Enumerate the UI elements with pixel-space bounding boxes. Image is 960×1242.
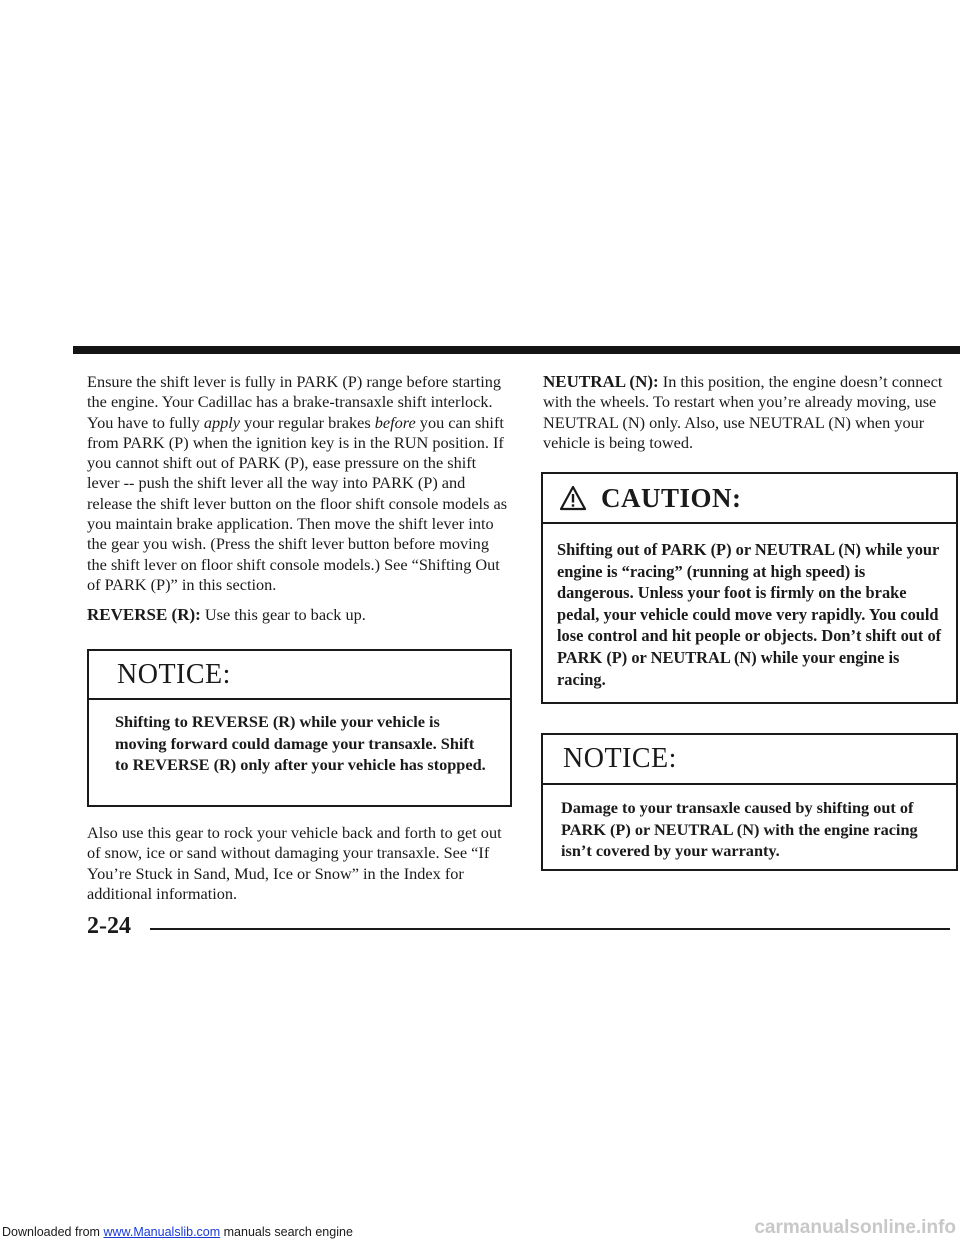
caution-heading-text: CAUTION:: [601, 482, 742, 513]
park-paragraph: Ensure the shift lever is fully in PARK (P) range before starting the engine. Your Cadillac has a brake-transaxle shift interlock. You have to fully apply your regular brakes before you can shift from PARK (P) when the ignition key is in the RUN position. If you cannot shift out of PARK (P), ease pressure on the shift lever -- push the shift lever all the way into PARK (P) and release the shift lever button on the floor shift console models as you maintain brake application. Then move the shift lever into the gear you wish. (Press the shift lever button before moving the shift lever on floor shift console models.) See “Shifting Out of PARK (P)” in this section.: [87, 372, 508, 594]
neutral-paragraph: NEUTRAL (N): In this position, the engine doesn’t connect with the wheels. To restart when you’re already moving, use NEUTRAL (N) only. Also, use NEUTRAL (N) when your vehicle is being towed.: [543, 372, 943, 452]
manualslib-link[interactable]: www.Manualslib.com: [103, 1225, 221, 1239]
left-column-lower: [87, 823, 512, 914]
notice-box-reverse: [87, 649, 512, 807]
left-column: [87, 372, 512, 636]
bottom-rule: [150, 928, 950, 930]
notice-text: Shifting to REVERSE (R) while your vehicle is moving forward could damage your transaxle. Shift to REVERSE (R) only after your vehicle has stopped.: [115, 712, 486, 774]
notice-heading: NOTICE:: [89, 651, 510, 700]
watermark: carmanualsonline.info: [754, 1217, 956, 1238]
right-column: [543, 372, 955, 463]
reverse-paragraph: REVERSE (R): Use this gear to back up.: [87, 605, 366, 625]
warning-triangle-icon: [559, 485, 587, 511]
notice-heading: NOTICE:: [543, 735, 956, 785]
reverse-term: REVERSE (R):: [87, 605, 201, 625]
page-number: 2-24: [87, 913, 131, 939]
download-footer: Downloaded from www.Manualslib.com manuals search engine: [2, 1225, 353, 1239]
neutral-term: NEUTRAL (N):: [543, 372, 659, 391]
notice-box-warranty: [541, 733, 958, 871]
caution-text: Shifting out of PARK (P) or NEUTRAL (N) while your engine is “racing” (running at high speed) is dangerous. Unless your foot is firmly on the brake pedal, your vehicle could move very rapidly. You could lose control and hit people or objects. Don’t shift out of PARK (P) or NEUTRAL (N) while your engine is racing.: [557, 540, 942, 689]
top-rule: [73, 346, 960, 354]
notice-text: Damage to your transaxle caused by shifting out of PARK (P) or NEUTRAL (N) with the engine racing isn’t covered by your warranty.: [561, 798, 918, 860]
caution-heading: [543, 474, 956, 524]
rocking-paragraph: Also use this gear to rock your vehicle back and forth to get out of snow, ice or sand without damaging your transaxle. See “If You’re Stuck in Sand, Mud, Ice or Snow” in the Index for additional information.: [87, 823, 502, 903]
caution-box: [541, 472, 958, 704]
